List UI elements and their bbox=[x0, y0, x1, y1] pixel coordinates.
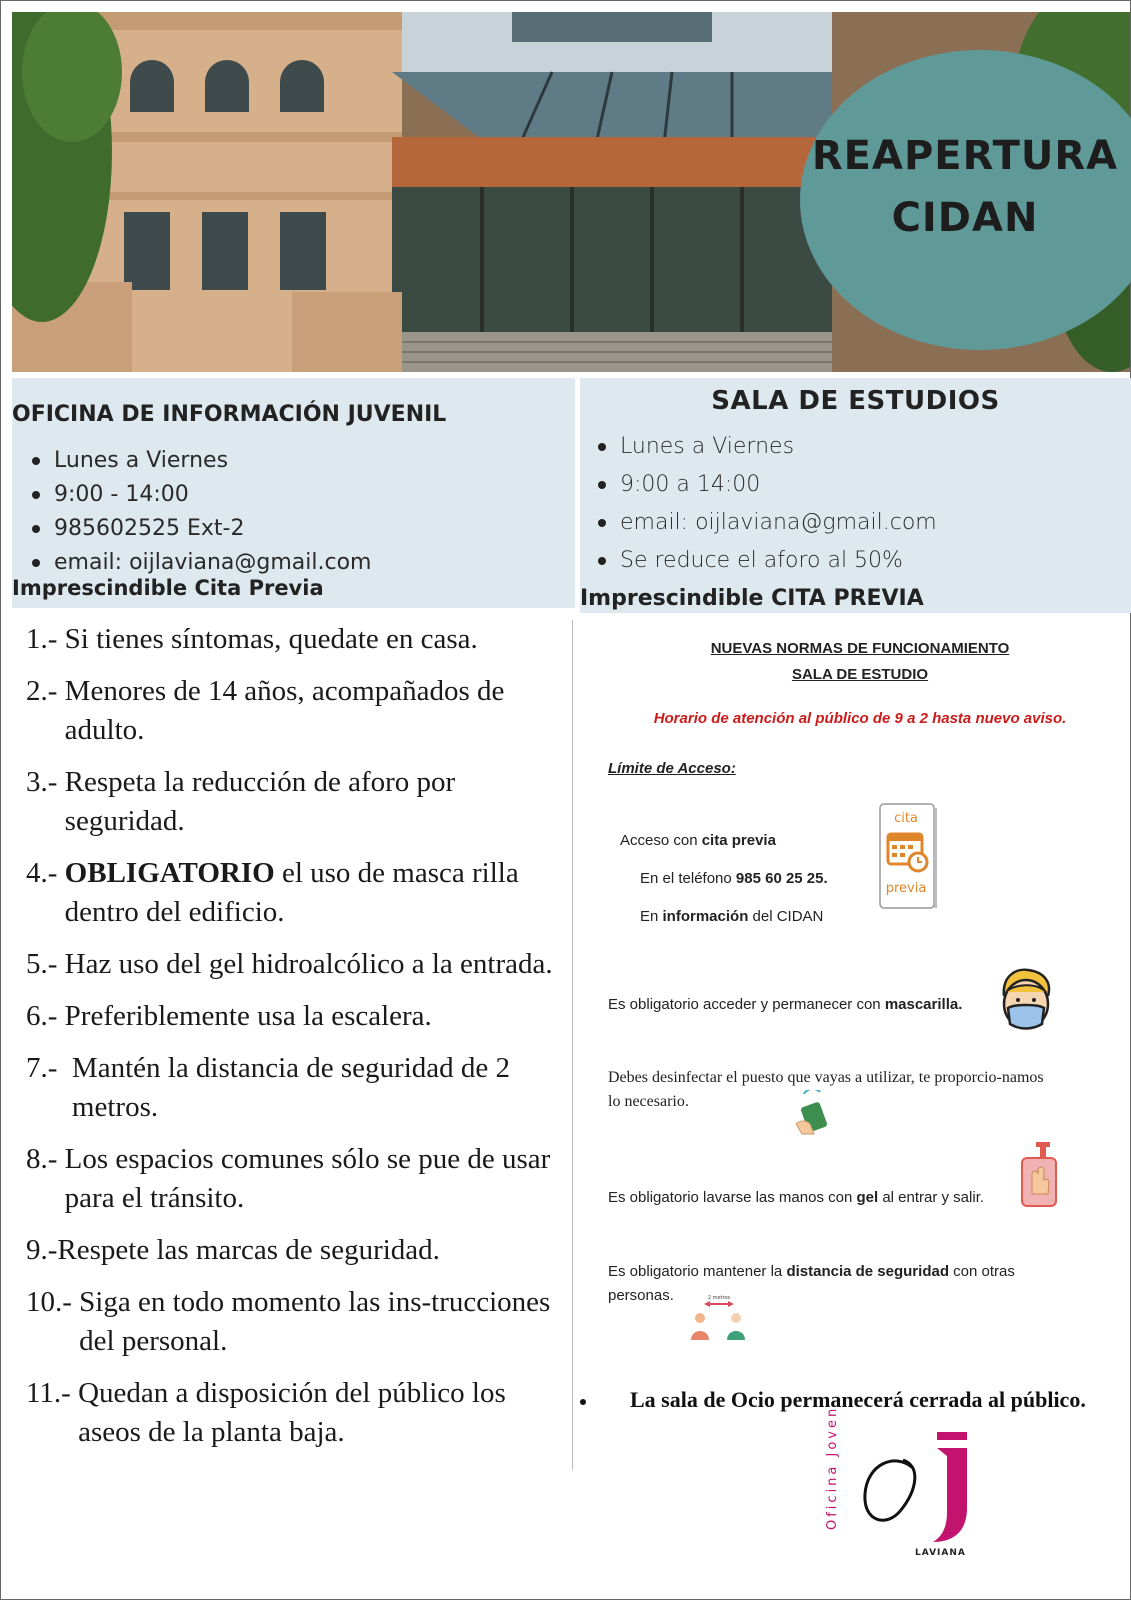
badge-text bbox=[800, 125, 1130, 249]
hand-sanitizer-icon bbox=[1018, 1140, 1058, 1210]
sala-info-box bbox=[580, 378, 1131, 613]
phone-line bbox=[640, 867, 828, 891]
oficina-title: OFICINA DE INFORMACIÓN JUVENIL bbox=[12, 402, 447, 427]
rule-number: 11.- bbox=[26, 1377, 79, 1409]
closing-text: La sala de Ocio permanecerá cerrada al público. bbox=[630, 1387, 1086, 1412]
rule-item bbox=[26, 1049, 566, 1127]
rule-number: 7.- bbox=[26, 1052, 72, 1084]
list-item: email: oijlaviana@gmail.com bbox=[28, 546, 371, 580]
info-suffix: del CIDAN bbox=[748, 908, 824, 925]
rules-list bbox=[26, 620, 566, 1465]
gel-suffix: al entrar y salir. bbox=[878, 1189, 985, 1206]
logo-vertical-text: Oficina Joven bbox=[825, 1405, 840, 1530]
rule-emphasis: OBLIGATORIO bbox=[64, 857, 275, 889]
list-item: 9:00 a 14:00 bbox=[594, 466, 937, 504]
sala-title: SALA DE ESTUDIOS bbox=[711, 386, 1000, 416]
column-divider bbox=[572, 620, 573, 1470]
rule-item bbox=[26, 672, 566, 750]
rule-item bbox=[26, 1231, 566, 1270]
rule-item bbox=[26, 997, 566, 1036]
rule-item bbox=[26, 854, 566, 932]
rule-text: Si tienes síntomas, quedate en casa. bbox=[64, 623, 478, 655]
distance-prefix: Es obligatorio mantener la bbox=[608, 1263, 787, 1280]
rule-number: 4.- bbox=[26, 857, 65, 889]
rule-text: Siga en todo momento las ins-trucciones del personal. bbox=[79, 1286, 551, 1357]
access-bold: cita previa bbox=[701, 832, 776, 849]
normas-hours: Horario de atención al público de 9 a 2 hasta nuevo aviso. bbox=[653, 710, 1067, 727]
disinfect-hands-icon bbox=[790, 1090, 834, 1138]
rule-text: Los espacios comunes sólo se pue de usar para el tránsito. bbox=[64, 1143, 551, 1214]
list-item: 9:00 - 14:00 bbox=[28, 478, 371, 512]
cita-icon-top: cita bbox=[894, 811, 918, 826]
rule-text: Mantén la distancia de seguridad de 2 metros. bbox=[71, 1052, 510, 1123]
rule-number: 5.- bbox=[26, 948, 65, 980]
sala-list bbox=[594, 428, 937, 580]
phone-prefix: En el teléfono bbox=[640, 870, 736, 887]
rule-text: Menores de 14 años, acompañados de adulto. bbox=[64, 675, 505, 746]
disinfect-line: Debes desinfectar el puesto que vayas a utilizar, te proporcio-namos lo necesario. bbox=[608, 1069, 1044, 1110]
list-item: 985602525 Ext-2 bbox=[28, 512, 371, 546]
rule-text: Respete las marcas de seguridad. bbox=[57, 1234, 440, 1266]
rule-item bbox=[26, 1374, 566, 1452]
rule-number: 3.- bbox=[26, 766, 65, 798]
mask-face-icon bbox=[996, 966, 1056, 1032]
distance-bold: distancia de seguridad bbox=[786, 1263, 949, 1280]
oficina-info-box bbox=[12, 378, 575, 608]
distance-suffix: con otras personas. bbox=[608, 1263, 1015, 1304]
info-bold: información bbox=[662, 908, 749, 925]
info-line bbox=[640, 905, 823, 929]
rule-item bbox=[26, 763, 566, 841]
normas-title: NUEVAS NORMAS DE FUNCIONAMIENTO bbox=[710, 640, 1010, 657]
gel-prefix: Es obligatorio lavarse las manos con bbox=[608, 1189, 857, 1206]
rule-text-rest: el uso de masca rilla dentro del edificio. bbox=[64, 857, 519, 928]
logo-mark bbox=[825, 1420, 985, 1550]
access-limit-heading: Límite de Acceso: bbox=[608, 760, 736, 777]
logo-sub-text: LAVIANA bbox=[915, 1548, 966, 1558]
gel-line bbox=[608, 1186, 984, 1210]
mask-line bbox=[608, 993, 962, 1017]
access-prefix: Acceso con bbox=[620, 832, 702, 849]
bullet-dot bbox=[580, 1399, 586, 1405]
oficina-joven-logo bbox=[825, 1405, 985, 1560]
rule-text: Preferiblemente usa la escalera. bbox=[64, 1000, 432, 1032]
oficina-list bbox=[28, 444, 371, 580]
rule-text: Haz uso del gel hidroalcólico a la entrada. bbox=[64, 948, 553, 980]
rule-number: 9.- bbox=[26, 1234, 58, 1266]
rule-item bbox=[26, 1140, 566, 1218]
mask-bold: mascarilla. bbox=[884, 996, 963, 1013]
social-distance-icon bbox=[688, 1292, 750, 1342]
list-item: Se reduce el aforo al 50% bbox=[594, 542, 937, 580]
list-item: email: oijlaviana@gmail.com bbox=[594, 504, 937, 542]
rule-text bbox=[65, 854, 566, 932]
rule-number: 6.- bbox=[26, 1000, 65, 1032]
info-prefix: En bbox=[640, 908, 663, 925]
oficina-footer: Imprescindible Cita Previa bbox=[12, 576, 324, 600]
rule-text: Quedan a disposición del público los aseos de la planta baja. bbox=[78, 1377, 506, 1448]
rule-item bbox=[26, 1283, 566, 1361]
cita-icon-bottom: previa bbox=[885, 881, 927, 896]
rule-number: 8.- bbox=[26, 1143, 65, 1175]
rule-number: 10.- bbox=[26, 1286, 80, 1318]
gel-bold: gel bbox=[856, 1189, 879, 1206]
mask-prefix: Es obligatorio acceder y permanecer con bbox=[608, 996, 885, 1013]
list-item: Lunes a Viernes bbox=[594, 428, 937, 466]
rule-number: 2.- bbox=[26, 675, 65, 707]
rule-item bbox=[26, 945, 566, 984]
rule-text: Respeta la reducción de aforo por seguridad. bbox=[64, 766, 456, 837]
cita-previa-icon bbox=[876, 800, 938, 912]
list-item: Lunes a Viernes bbox=[28, 444, 371, 478]
distance-line bbox=[608, 1260, 1048, 1308]
phone-number: 985 60 25 25. bbox=[735, 870, 828, 887]
normas-subtitle: SALA DE ESTUDIO bbox=[791, 666, 929, 683]
distance-icon-label: 2 metros bbox=[707, 1295, 731, 1301]
rule-number: 1.- bbox=[26, 623, 65, 655]
badge-title: REAPERTURA bbox=[811, 133, 1119, 179]
access-line bbox=[620, 829, 776, 853]
sala-footer: Imprescindible CITA PREVIA bbox=[580, 586, 924, 611]
rule-item bbox=[26, 620, 566, 659]
badge-subtitle: CIDAN bbox=[891, 195, 1039, 241]
